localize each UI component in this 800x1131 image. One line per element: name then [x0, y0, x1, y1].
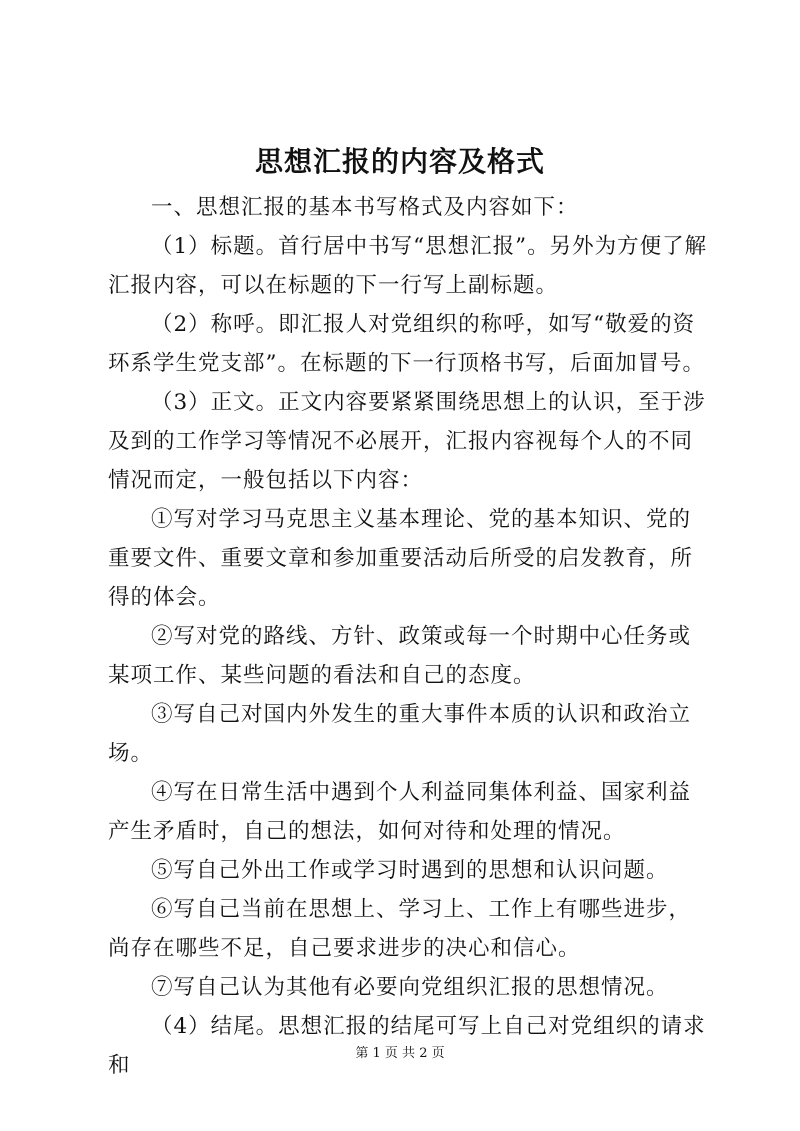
page-number-footer: 第 1 页 共 2 页 — [355, 1046, 445, 1061]
document-body — [108, 188, 708, 1085]
paragraph-item-3: ③写自己对国内外发生的重大事件本质的认识和政治立场。 — [108, 702, 692, 766]
document-title: 思想汇报的内容及格式 — [254, 145, 545, 178]
paragraph-item-7: ⑦写自己认为其他有必要向党组织汇报的思想情况。 — [151, 975, 669, 1000]
paragraph-body-rule: （3）正文。正文内容要紧紧围绕思想上的认识，至于涉及到的工作学习等情况不必展开，汇报内容视每个人的不同情况而定，一般包括以下内容： — [108, 390, 706, 493]
paragraph-item-2: ②写对党的路线、方针、政策或每一个时期中心任务或某项工作、某些问题的看法和自己的态度。 — [108, 624, 692, 688]
paragraph-ending-rule: （4）结尾。思想汇报的结尾可写上自己对党组织的请求和 — [108, 1014, 706, 1078]
paragraph-item-1: ①写对学习马克思主义基本理论、党的基本知识、党的重要文件、重要文章和参加重要活动后所受的启发教育，所得的体会。 — [108, 507, 694, 610]
paragraph-item-4: ④写在日常生活中遇到个人利益同集体利益、国家利益产生矛盾时，自己的想法，如何对待和处理的情况。 — [108, 780, 692, 844]
paragraph-item-6: ⑥写自己当前在思想上、学习上、工作上有哪些进步，尚存在哪些不足，自己要求进步的决心和信心。 — [108, 897, 692, 961]
paragraph-title-rule: （1）标题。首行居中书写“思想汇报”。另外为方便了解汇报内容，可以在标题的下一行写上副标题。 — [108, 234, 708, 298]
paragraph-section-heading: 一、思想汇报的基本书写格式及内容如下： — [151, 195, 579, 220]
paragraph-salutation-rule: （2）称呼。即汇报人对党组织的称呼，如写“敬爱的资环系学生党支部”。在标题的下一行顶格书写，后面加冒号。 — [108, 312, 705, 376]
paragraph-item-5: ⑤写自己外出工作或学习时遇到的思想和认识问题。 — [151, 858, 669, 883]
